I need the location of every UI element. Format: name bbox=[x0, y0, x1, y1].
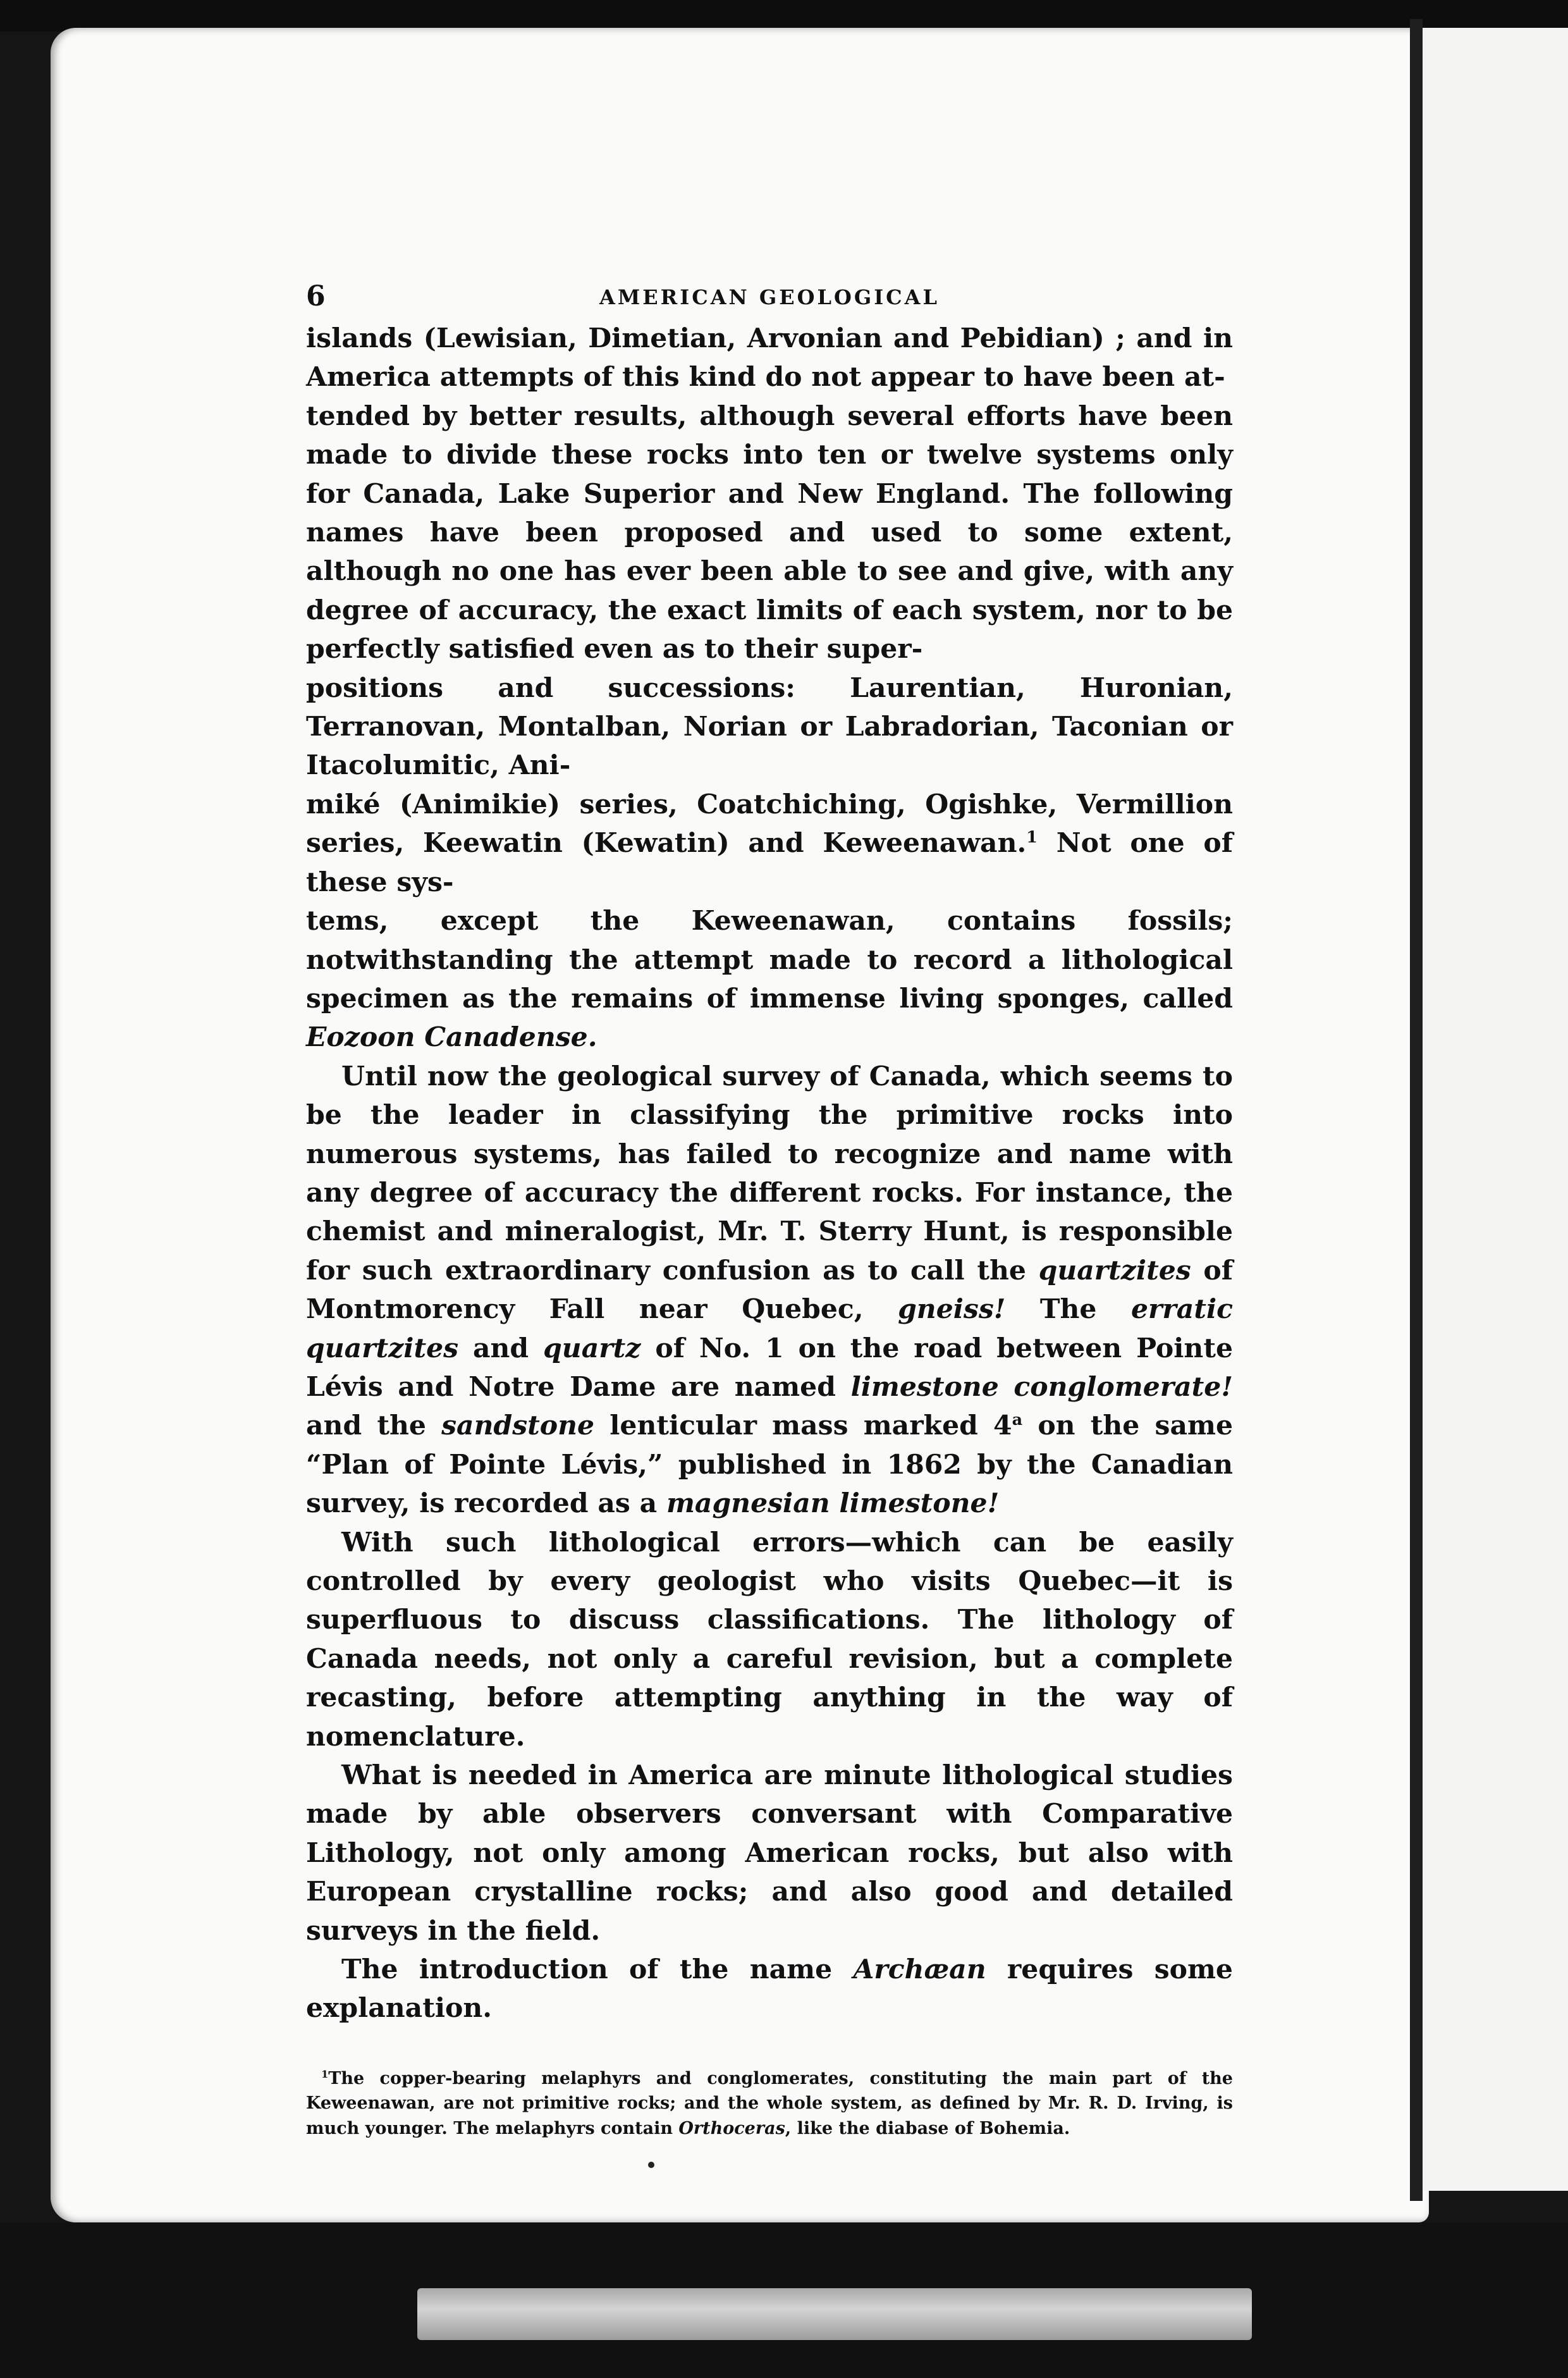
page-number: 6 bbox=[306, 280, 326, 312]
running-title: AMERICAN GEOLOGICAL bbox=[599, 285, 940, 309]
text-run: What is needed in America are minute lithological studies made by able observers conversant with Comparative Lithology, not only among American rocks, but also with European crystalline rocks; and also good and detailed surveys in the field. bbox=[306, 1759, 1233, 1947]
text-run: to divide these rocks into ten or twelve systems only for Canada, bbox=[306, 439, 1234, 510]
footnote-marker: 1 bbox=[1026, 828, 1038, 847]
text-run: The introduction of the name bbox=[341, 1954, 854, 1986]
text-run: and bbox=[458, 1332, 544, 1364]
text-run: islands (Lewisian, Dimetian, Arvonian and Pebidian) ; and in bbox=[306, 323, 1233, 354]
text-run: of Montmorency Fall near Quebec, bbox=[306, 1254, 1233, 1326]
text-block bbox=[306, 275, 1233, 2141]
italic-term: quartz bbox=[543, 1332, 641, 1364]
italic-term: quartzites bbox=[1038, 1254, 1191, 1286]
italic-term: Archæan bbox=[853, 1954, 986, 1986]
text-run: Until now the geological survey of Canada, which seems to be the leader in classifying the primitive rocks into numerous systems, has failed to recognize and name with any degree of accuracy the different rocks. For instance, the chemist and mineralogist, Mr. T. Sterry Hunt, is responsible for such extraordinary confusion as to call the bbox=[306, 1060, 1233, 1286]
text-run: lenticular mass marked 4 bbox=[594, 1410, 1012, 1442]
book-spine bbox=[1410, 19, 1423, 2201]
text-run: Montalban, Norian or Labradorian, Taconian or Itacolumitic, Ani- bbox=[306, 711, 1233, 782]
text-run: and the bbox=[306, 1410, 442, 1442]
ink-dot bbox=[648, 2162, 654, 2168]
italic-term: Eozoon Canadense. bbox=[306, 1021, 597, 1054]
text-run: positions and successions: Laurentian, Huronian, Terranovan, bbox=[306, 672, 1233, 743]
text-run: Lake Superior and New England. The following names have been bbox=[306, 477, 1234, 549]
text-run: , like the diabase of Bohemia. bbox=[785, 2118, 1070, 2138]
text-run: proposed and used to some extent, although no one has ever been bbox=[306, 517, 1234, 588]
text-run: of No. 1 on the road between Pointe Lévis and Notre Dame are named bbox=[306, 1332, 1233, 1403]
italic-term: gneiss! bbox=[898, 1293, 1006, 1326]
text-run: of immense living sponges, called bbox=[706, 982, 1234, 1014]
text-run: Keewatin (Kewatin) and Keweenawan. bbox=[423, 827, 1027, 859]
text-run: America attempts of this kind do not appear to have been at- bbox=[306, 361, 1225, 393]
text-run: The copper-bearing melaphyrs and conglomerates, constituting the main part of the Keweenawan, are not primitive rocks; and the whole system, as defined by Mr. R. D. Irving, is much younger. The melaphyrs contain bbox=[306, 2068, 1233, 2138]
paragraph-4 bbox=[306, 1756, 1233, 1950]
running-head bbox=[306, 275, 1233, 319]
paragraph-3 bbox=[306, 1524, 1233, 1756]
italic-term: limestone conglomerate! bbox=[850, 1371, 1233, 1403]
text-run: able to see and give, with any degree of accuracy, the exact limits bbox=[306, 555, 1233, 626]
text-run: With such lithological errors—which can be easily controlled by every geologist who visits Quebec—it is superfluous to discuss classifications. The lithology of Canada needs, not only a careful revision, but a complete recasting, before attempting anything in the way of nomenclature. bbox=[306, 1526, 1233, 1753]
italic-term: sandstone bbox=[441, 1410, 595, 1442]
text-run: of each system, nor to be perfectly satisfied even as to their super- bbox=[306, 594, 1233, 665]
paragraph-5 bbox=[306, 1950, 1233, 2028]
footnote bbox=[306, 2066, 1233, 2141]
text-run: on the same “Plan of Pointe Lévis,” published in 1862 by the Canadian survey, is recorded as a bbox=[306, 1410, 1233, 1520]
italic-term: erratic quartzites bbox=[306, 1293, 1233, 1364]
text-run: requires some explanation. bbox=[306, 1954, 1233, 2024]
italic-term: magnesian limestone! bbox=[666, 1488, 1000, 1520]
footnote-spacer bbox=[306, 2028, 1233, 2066]
text-run: Not one of these sys- bbox=[306, 827, 1233, 898]
text-run: The bbox=[1005, 1293, 1131, 1326]
paragraph-1 bbox=[306, 319, 1233, 1057]
text-run: tems, except the Keweenawan, contains fossils; notwithstanding bbox=[306, 905, 1233, 976]
facing-page-edge bbox=[1423, 28, 1568, 2191]
footnote-marker: 1 bbox=[321, 2067, 329, 2080]
italic-term: Orthoceras bbox=[678, 2118, 785, 2138]
text-run: tended by better results, although several efforts have been made bbox=[306, 400, 1233, 471]
text-run: miké (Animikie) series, Coatchiching, Ogishke, Vermillion series, bbox=[306, 788, 1233, 859]
bottom-tab bbox=[417, 2288, 1252, 2340]
paragraph-2 bbox=[306, 1057, 1233, 1524]
scan-top-edge bbox=[0, 0, 1568, 32]
superscript: a bbox=[1012, 1410, 1023, 1430]
text-run: the attempt made to record a lithological specimen as the remains bbox=[306, 944, 1233, 1014]
